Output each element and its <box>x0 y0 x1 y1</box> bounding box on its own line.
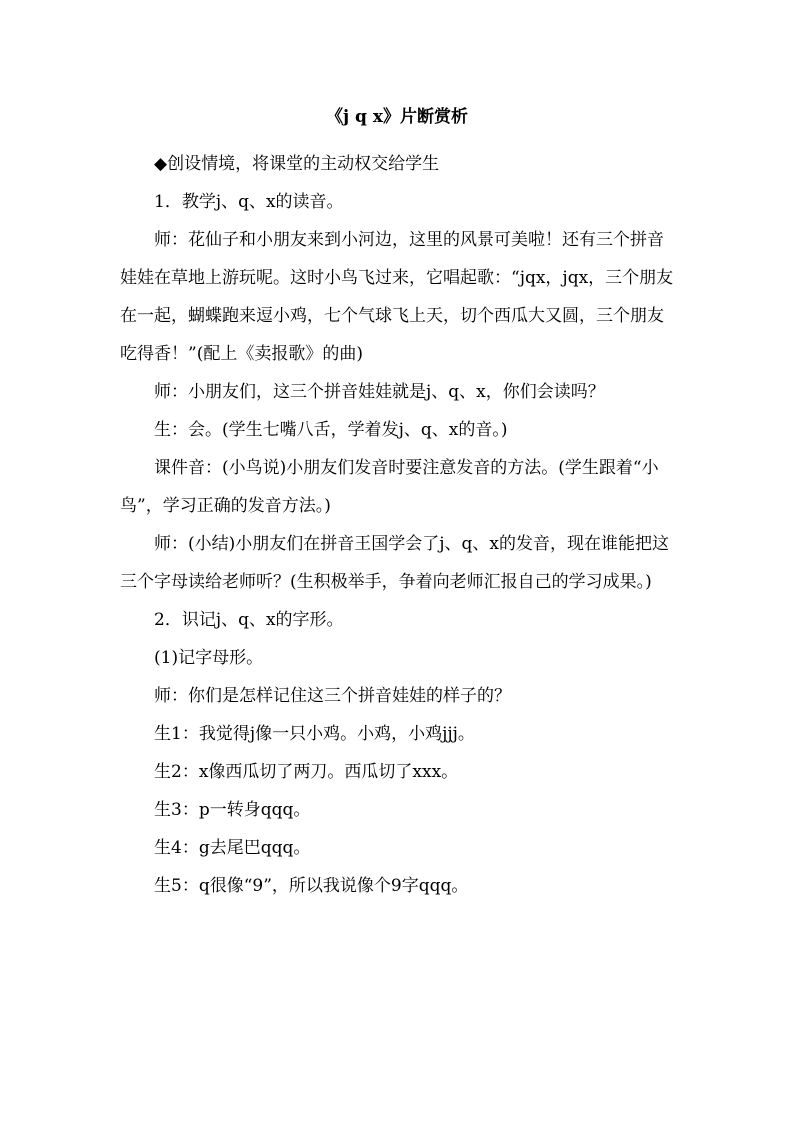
paragraph: 生1：我觉得j像一只小鸡。小鸡，小鸡jjj。 <box>154 724 475 744</box>
section-heading: ◆创设情境，将课堂的主动权交给学生 <box>154 154 440 174</box>
paragraph: 师：小朋友们，这三个拼音娃娃就是j、q、x，你们会读吗？ <box>154 382 605 402</box>
paragraph: 师：你们是怎样记住这三个拼音娃娃的样子的？ <box>154 686 511 706</box>
paragraph: 师：(小结)小朋友们在拼音王国学会了j、q、x的发音，现在谁能把这三个字母读给老师听？(生积极举手，争着向老师汇报自己的学习成果。) <box>120 534 670 592</box>
paragraph: 课件音：(小鸟说)小朋友们发音时要注意发音的方法。(学生跟着“小鸟”，学习正确的发音方法。) <box>120 458 659 516</box>
paragraph: 1．教学j、q、x的读音。 <box>154 192 344 212</box>
paragraph: 2．识记j、q、x的字形。 <box>154 610 344 630</box>
paragraph: 生3：p一转身qqq。 <box>154 800 311 820</box>
paragraph: 生5：q很像“9”，所以我说像个9字qqq。 <box>154 876 469 896</box>
document-title: 《j q x》片断赏析 <box>325 107 468 127</box>
document-body <box>120 145 680 905</box>
paragraph: (1)记字母形。 <box>154 648 264 668</box>
paragraph: 生：会。(学生七嘴八舌，学着发j、q、x的音。) <box>154 420 508 440</box>
paragraph: 生2：x像西瓜切了两刀。西瓜切了xxx。 <box>154 762 459 782</box>
paragraph: 师：花仙子和小朋友来到小河边，这里的风景可美啦！还有三个拼音娃娃在草地上游玩呢。这时小鸟飞过来，它唱起歌：“jqx，jqx，三个朋友在一起，蝴蝶跑来逗小鸡，七个气球飞上天，切个西瓜大又圆，三个朋友吃得香！”(配上《卖报歌》的曲) <box>120 230 674 364</box>
paragraph: 生4：g去尾巴qqq。 <box>154 838 311 858</box>
